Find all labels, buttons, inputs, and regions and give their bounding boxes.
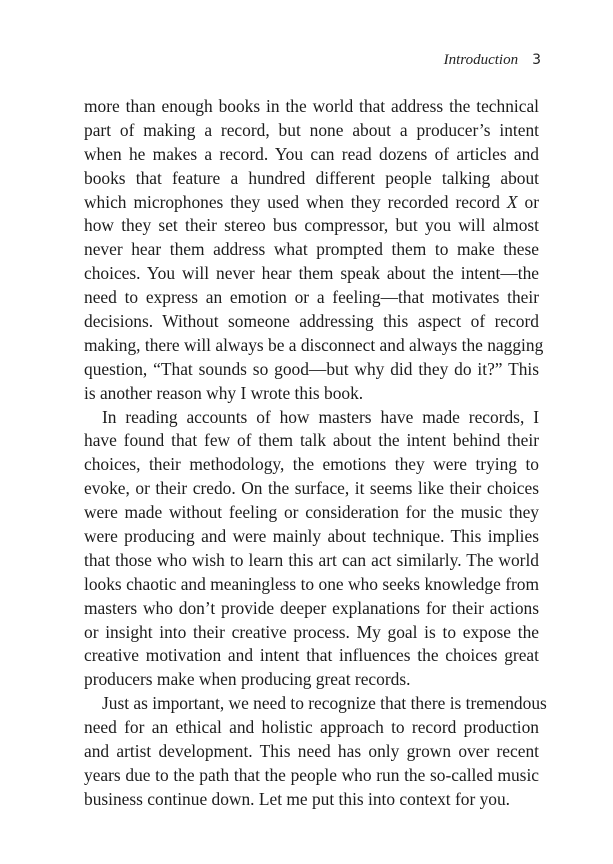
text-line: how they set their stereo bus compressor, but you will almost bbox=[84, 215, 539, 236]
text-line: is another reason why I wrote this book. bbox=[84, 382, 364, 403]
text-line: decisions. Without someone addressing this aspect of record bbox=[84, 311, 539, 332]
page-number: 3 bbox=[532, 52, 541, 68]
text-line: and artist development. This need has only grown over recent bbox=[84, 741, 539, 762]
paragraph bbox=[84, 692, 547, 811]
text-line: choices, their methodology, the emotions they were trying to bbox=[84, 454, 539, 475]
text-line: producers make when producing great records. bbox=[84, 669, 411, 690]
text-line: part of making a record, but none about a producer’s intent bbox=[84, 119, 539, 140]
text-line: business continue down. Let me put this into context for you. bbox=[84, 788, 511, 809]
text-line: have found that few of them talk about the intent behind their bbox=[84, 430, 539, 451]
text-line: when he makes a record. You can read dozens of articles and bbox=[84, 143, 539, 164]
text-line-italic-x: which microphones they used when they recorded record X or bbox=[84, 191, 539, 212]
text-line: making, there will always be a disconnect and always the nagging bbox=[84, 334, 544, 355]
chapter-title: Introduction bbox=[443, 52, 519, 68]
running-head bbox=[444, 52, 541, 69]
text-line: years due to the path that the people who run the so-called music bbox=[84, 764, 539, 785]
text-line: books that feature a hundred different people talking about bbox=[84, 167, 539, 188]
text-line: question, “That sounds so good—but why did they do it?” This bbox=[84, 358, 539, 379]
text-line: were producing and were mainly about technique. This implies bbox=[84, 526, 539, 547]
text-line: In reading accounts of how masters have made records, I bbox=[102, 406, 539, 427]
text-line: masters who don’t provide deeper explanations for their actions bbox=[84, 597, 539, 618]
body-text bbox=[84, 95, 547, 812]
text-line: creative motivation and intent that influences the choices great bbox=[84, 645, 539, 666]
text-line: were made without feeling or consideration for the music they bbox=[84, 502, 539, 523]
paragraph bbox=[84, 406, 539, 693]
text-line: more than enough books in the world that address the technical bbox=[84, 96, 539, 116]
text-line: need to express an emotion or a feeling—that motivates their bbox=[84, 287, 539, 308]
text-line: that those who wish to learn this art can act similarly. The world bbox=[84, 549, 539, 570]
text-line: evoke, or their credo. On the surface, it seems like their choices bbox=[84, 478, 539, 499]
text-line: looks chaotic and meaningless to one who seeks knowledge from bbox=[84, 573, 539, 594]
text-line: need for an ethical and holistic approach to record production bbox=[84, 717, 539, 738]
paragraph bbox=[84, 95, 544, 406]
text-line: or insight into their creative process. My goal is to expose the bbox=[84, 621, 539, 642]
text-line: Just as important, we need to recognize that there is tremendous bbox=[102, 693, 547, 714]
text-line: never hear them address what prompted them to make these bbox=[84, 239, 539, 260]
text-line: choices. You will never hear them speak about the intent—the bbox=[84, 263, 539, 284]
